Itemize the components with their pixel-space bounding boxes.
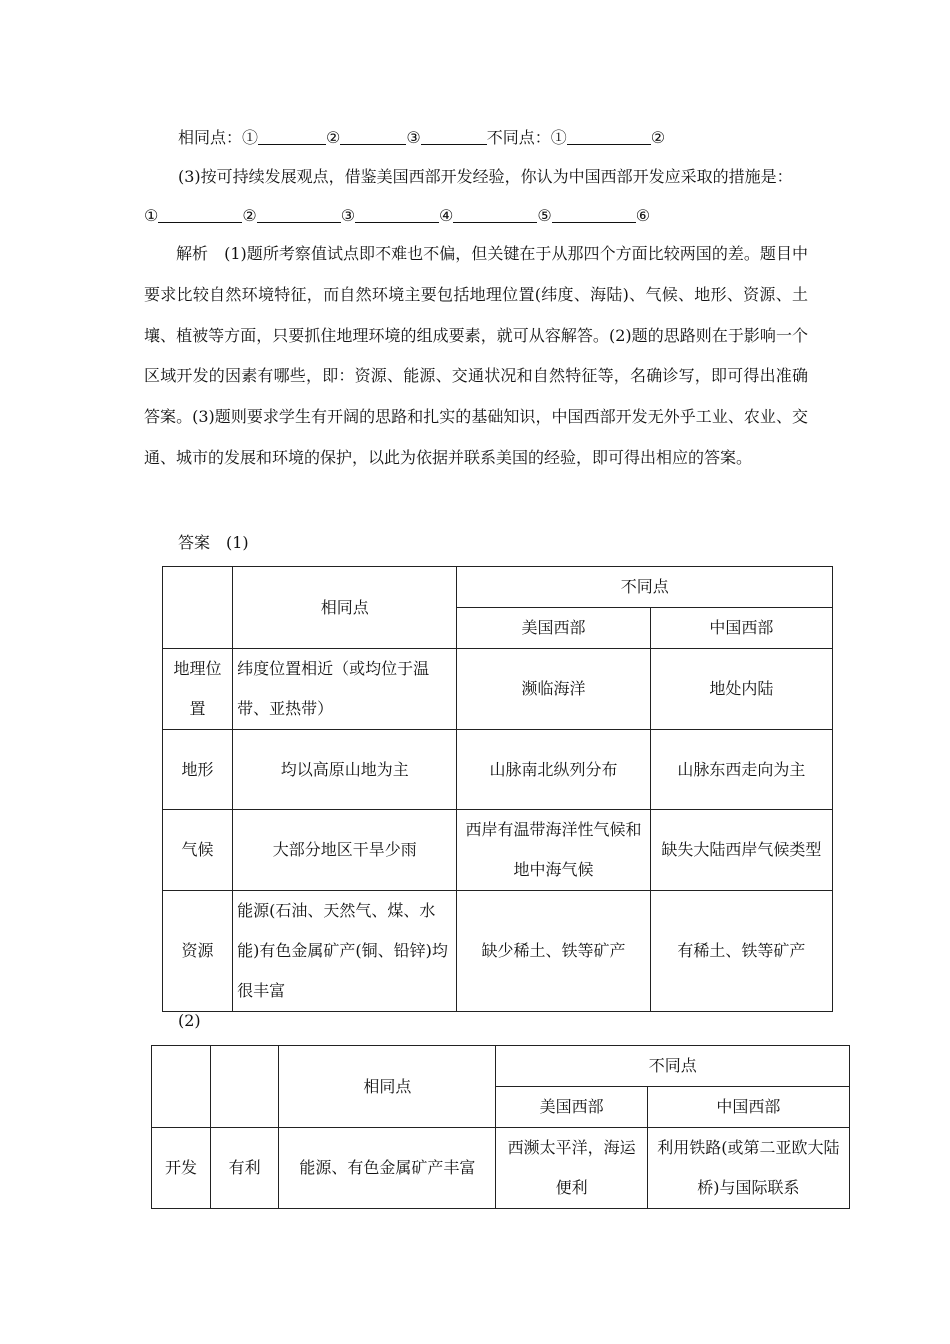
cell-us: 山脉南北纵列分布 bbox=[457, 730, 650, 810]
circle-mark: ① bbox=[550, 128, 567, 147]
comparison-table-2 bbox=[151, 1045, 850, 1209]
circle-mark: ③ bbox=[406, 128, 421, 147]
same-label: 相同点： bbox=[178, 128, 243, 147]
cell-cn: 利用铁路(或第二亚欧大陆桥)与国际联系 bbox=[647, 1128, 849, 1209]
circle-mark: ① bbox=[144, 206, 159, 225]
cell-us: 西濒太平洋，海运便利 bbox=[496, 1128, 647, 1209]
table-row bbox=[152, 1128, 850, 1209]
cell-same: 均以高原山地为主 bbox=[233, 730, 457, 810]
table-row bbox=[163, 891, 833, 1012]
circle-mark: ② bbox=[242, 206, 257, 225]
table-row bbox=[163, 810, 833, 891]
answer-label: 答案 (1) bbox=[178, 533, 249, 552]
table-row bbox=[163, 730, 833, 810]
header-us-west: 美国西部 bbox=[457, 608, 650, 649]
answer-blanks-line bbox=[178, 127, 665, 149]
circle-mark: ① bbox=[242, 128, 259, 147]
answer-blank[interactable] bbox=[257, 206, 341, 223]
header-same: 相同点 bbox=[233, 567, 457, 649]
part-2-label: (2) bbox=[178, 1011, 201, 1030]
corner-cell bbox=[211, 1046, 279, 1128]
question-3-text: (3)按可持续发展观点，借鉴美国西部开发经验，你认为中国西部开发应采取的措施是： bbox=[178, 167, 793, 186]
cell-cn: 缺失大陆西岸气候类型 bbox=[650, 810, 832, 891]
cell-same: 纬度位置相近（或均位于温带、亚热带） bbox=[233, 649, 457, 730]
answer-blank[interactable] bbox=[567, 128, 651, 145]
row-category: 地理位置 bbox=[163, 649, 233, 730]
answer-blank[interactable] bbox=[158, 206, 242, 223]
header-same: 相同点 bbox=[279, 1046, 496, 1128]
answer-blank[interactable] bbox=[552, 206, 636, 223]
answer-blank[interactable] bbox=[355, 206, 439, 223]
cell-us: 濒临海洋 bbox=[457, 649, 650, 730]
answer-blank[interactable] bbox=[421, 128, 487, 145]
cell-same: 能源、有色金属矿产丰富 bbox=[279, 1128, 496, 1209]
cell-same: 大部分地区干旱少雨 bbox=[233, 810, 457, 891]
circle-mark: ③ bbox=[340, 206, 356, 225]
row-category: 气候 bbox=[163, 810, 233, 891]
comparison-table-1 bbox=[162, 566, 833, 1012]
corner-cell bbox=[163, 567, 233, 649]
answer-blank[interactable] bbox=[453, 206, 537, 223]
diff-label: 不同点： bbox=[486, 128, 551, 147]
circle-mark: ⑥ bbox=[635, 206, 651, 225]
corner-cell bbox=[152, 1046, 211, 1128]
cell-cn: 有稀土、铁等矿产 bbox=[650, 891, 832, 1012]
cell-us: 缺少稀土、铁等矿产 bbox=[457, 891, 650, 1012]
analysis-paragraph: 解析 (1)题所考察值试点即不难也不偏，但关键在于从那四个方面比较两国的差。题目中要求比较自然环境特征，而自然环境主要包括地理位置(纬度、海陆)、气候、地形、资源、土壤、植被等方面，只要抓住地理环境的组成要素，就可从容解答。(2)题的思路则在于影响一个区域开发的因素有哪些，即：资源、能源、交通状况和自然特征等，名确诊写，即可得出准确答案。(3)题则要求学生有开阔的思路和扎实的基础知识，中国西部开发无外乎工业、农业、交通、城市的发展和环境的保护，以此为依据并联系美国的经验，即可得出相应的答案。 bbox=[144, 244, 808, 467]
cell-cn: 地处内陆 bbox=[650, 649, 832, 730]
header-cn-west: 中国西部 bbox=[650, 608, 832, 649]
circle-mark: ⑤ bbox=[537, 206, 552, 225]
header-diff: 不同点 bbox=[457, 567, 833, 608]
cell-same: 能源(石油、天然气、煤、水能)有色金属矿产(铜、铅锌)均很丰富 bbox=[233, 891, 457, 1012]
circle-mark: ④ bbox=[439, 206, 454, 225]
answer-blank[interactable] bbox=[258, 128, 326, 145]
answer-blank[interactable] bbox=[340, 128, 406, 145]
table-row bbox=[163, 649, 833, 730]
row-subcategory: 有利 bbox=[211, 1128, 279, 1209]
question-3-blanks bbox=[144, 205, 650, 227]
circle-mark: ② bbox=[650, 128, 666, 147]
cell-us: 西岸有温带海洋性气候和地中海气候 bbox=[457, 810, 650, 891]
row-category: 开发 bbox=[152, 1128, 211, 1209]
row-category: 资源 bbox=[163, 891, 233, 1012]
row-category: 地形 bbox=[163, 730, 233, 810]
header-us-west: 美国西部 bbox=[496, 1087, 647, 1128]
header-diff: 不同点 bbox=[496, 1046, 850, 1087]
cell-cn: 山脉东西走向为主 bbox=[650, 730, 832, 810]
circle-mark: ② bbox=[326, 128, 341, 147]
header-cn-west: 中国西部 bbox=[647, 1087, 849, 1128]
